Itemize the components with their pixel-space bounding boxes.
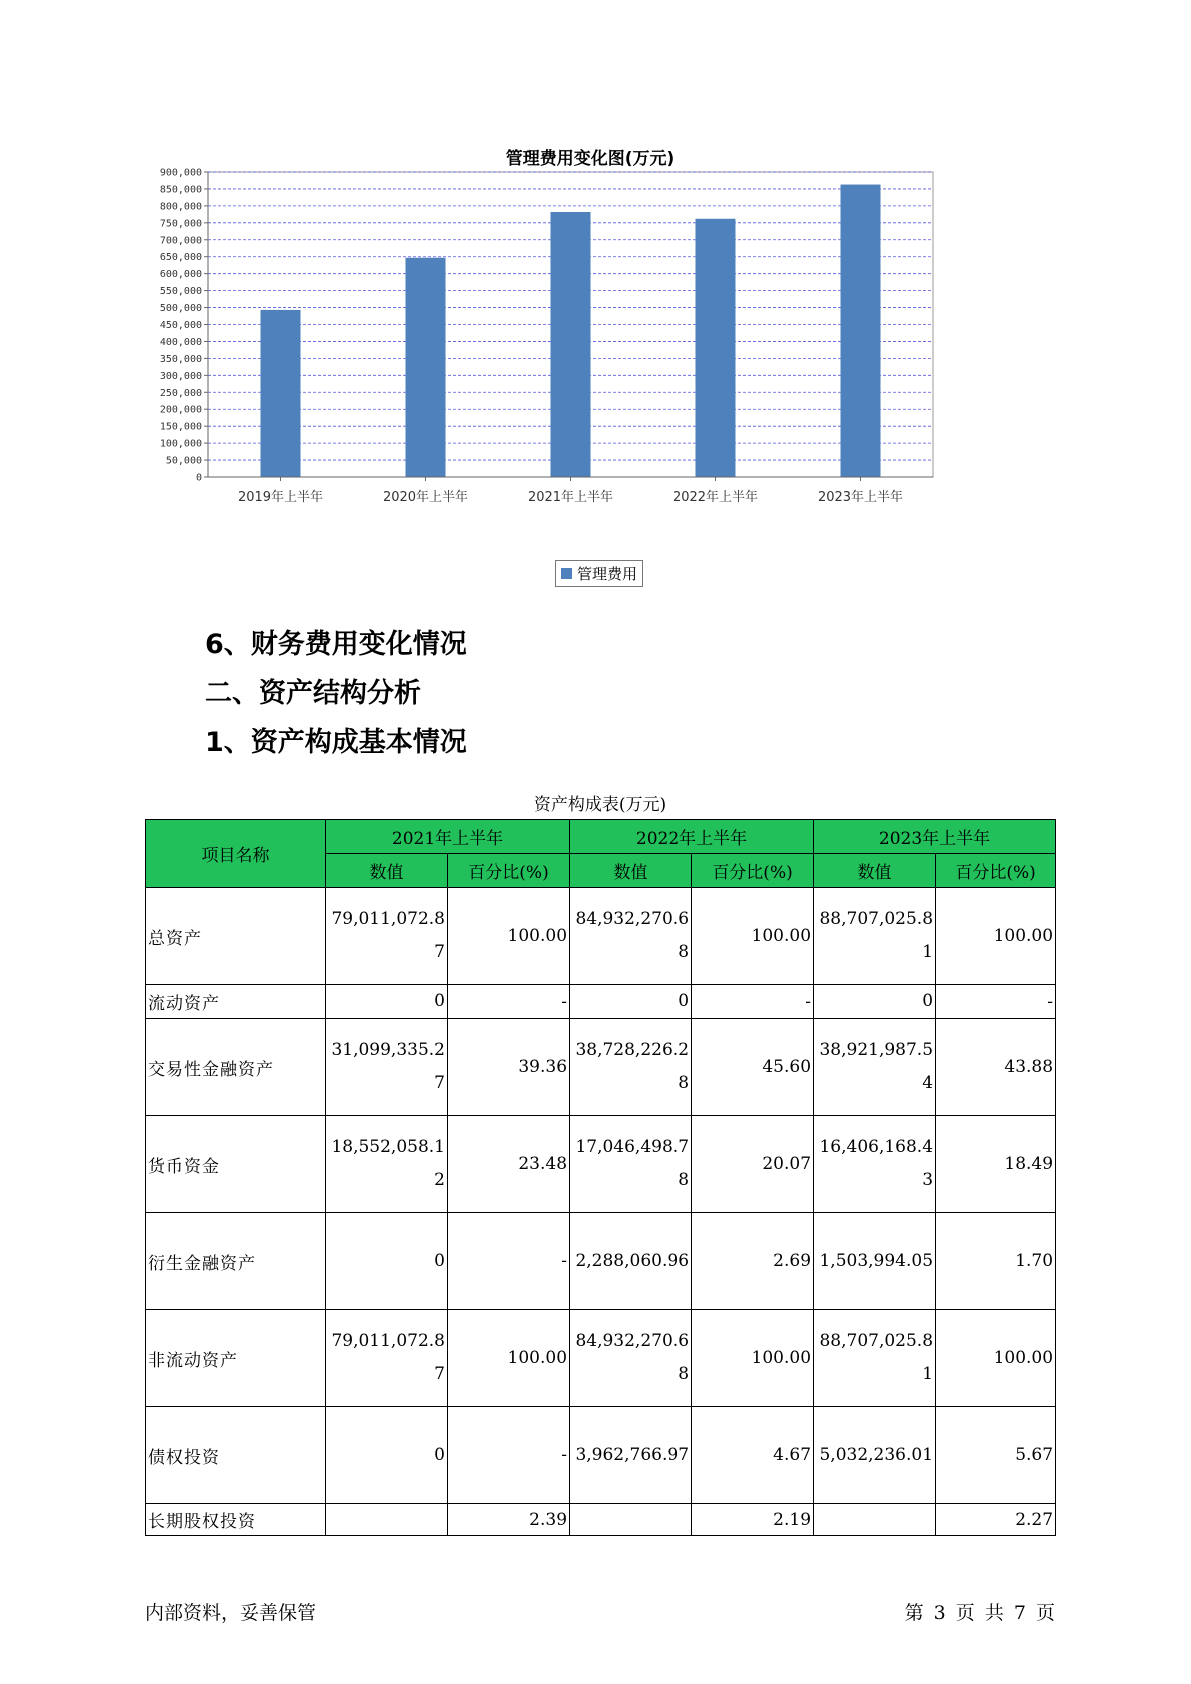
- percent-cell: 100.00: [448, 1310, 570, 1407]
- value-cell: 0: [326, 1407, 448, 1504]
- row-label: 货币资金: [146, 1116, 326, 1213]
- y-tick-label: 50,000: [165, 455, 202, 467]
- value-cell: 17,046,498.78: [570, 1116, 692, 1213]
- y-tick-label: 150,000: [159, 421, 202, 433]
- table-row: [146, 1310, 1056, 1407]
- value-cell: 3,962,766.97: [570, 1407, 692, 1504]
- percent-cell: 20.07: [692, 1116, 814, 1213]
- y-tick-label: 800,000: [159, 201, 202, 213]
- value-cell: 79,011,072.87: [326, 1310, 448, 1407]
- percent-cell: 43.88: [936, 1019, 1056, 1116]
- x-tick-label: 2021年上半年: [527, 490, 614, 505]
- y-tick-label: 100,000: [159, 438, 202, 450]
- value-cell: 84,932,270.68: [570, 888, 692, 985]
- percent-cell: 2.39: [448, 1504, 570, 1536]
- header-percent: 百分比(%): [936, 854, 1056, 888]
- y-tick-label: 250,000: [159, 387, 202, 399]
- value-cell: 0: [326, 1213, 448, 1310]
- value-cell: [570, 1504, 692, 1536]
- header-year: 2022年上半年: [570, 820, 814, 854]
- x-tick-label: 2019年上半年: [237, 490, 324, 505]
- header-value: 数值: [326, 854, 448, 888]
- row-label: 非流动资产: [146, 1310, 326, 1407]
- header-value: 数值: [570, 854, 692, 888]
- table-row: [146, 1116, 1056, 1213]
- row-label: 债权投资: [146, 1407, 326, 1504]
- header-item-name: 项目名称: [146, 820, 326, 888]
- x-tick-label: 2020年上半年: [382, 490, 469, 505]
- y-tick-label: 550,000: [159, 286, 202, 298]
- percent-cell: 23.48: [448, 1116, 570, 1213]
- legend-swatch: [561, 568, 572, 579]
- y-tick-label: 600,000: [159, 269, 202, 281]
- x-tick-label: 2022年上半年: [672, 490, 759, 505]
- value-cell: [814, 1504, 936, 1536]
- percent-cell: -: [448, 985, 570, 1019]
- percent-cell: 100.00: [448, 888, 570, 985]
- value-cell: 79,011,072.87: [326, 888, 448, 985]
- value-cell: 5,032,236.01: [814, 1407, 936, 1504]
- value-cell: 88,707,025.81: [814, 888, 936, 985]
- heading-finance-expense: 6、财务费用变化情况: [205, 629, 467, 660]
- percent-cell: 1.70: [936, 1213, 1056, 1310]
- row-label: 长期股权投资: [146, 1504, 326, 1536]
- heading-asset-structure: 二、资产结构分析: [205, 678, 421, 709]
- table-row: [146, 985, 1056, 1019]
- percent-cell: 100.00: [936, 888, 1056, 985]
- y-tick-label: 400,000: [159, 336, 202, 348]
- header-year: 2021年上半年: [326, 820, 570, 854]
- percent-cell: -: [692, 985, 814, 1019]
- percent-cell: 2.69: [692, 1213, 814, 1310]
- y-tick-label: 300,000: [159, 370, 202, 382]
- value-cell: 31,099,335.27: [326, 1019, 448, 1116]
- header-percent: 百分比(%): [448, 854, 570, 888]
- y-tick-label: 850,000: [159, 184, 202, 196]
- row-label: 总资产: [146, 888, 326, 985]
- value-cell: 84,932,270.68: [570, 1310, 692, 1407]
- percent-cell: 39.36: [448, 1019, 570, 1116]
- value-cell: 0: [326, 985, 448, 1019]
- footer-confidential: 内部资料，妥善保管: [145, 1602, 317, 1624]
- bar: [696, 219, 736, 477]
- value-cell: [326, 1504, 448, 1536]
- y-tick-label: 500,000: [159, 303, 202, 315]
- bar: [841, 185, 881, 477]
- value-cell: 18,552,058.12: [326, 1116, 448, 1213]
- percent-cell: -: [448, 1407, 570, 1504]
- heading-asset-composition: 1、资产构成基本情况: [205, 727, 467, 758]
- header-value: 数值: [814, 854, 936, 888]
- table-row: [146, 1213, 1056, 1310]
- y-tick-label: 750,000: [159, 218, 202, 230]
- value-cell: 38,728,226.28: [570, 1019, 692, 1116]
- y-tick-label: 0: [195, 472, 202, 484]
- percent-cell: 5.67: [936, 1407, 1056, 1504]
- table-row: [146, 1504, 1056, 1536]
- y-tick-label: 650,000: [159, 252, 202, 264]
- row-label: 流动资产: [146, 985, 326, 1019]
- chart-svg: [140, 130, 1040, 600]
- percent-cell: -: [936, 985, 1056, 1019]
- percent-cell: 100.00: [692, 1310, 814, 1407]
- table-row: [146, 888, 1056, 985]
- footer-page-number: 第 3 页 共 7 页: [904, 1602, 1055, 1624]
- value-cell: 1,503,994.05: [814, 1213, 936, 1310]
- percent-cell: 100.00: [936, 1310, 1056, 1407]
- table-caption: 资产构成表(万元): [533, 795, 667, 815]
- value-cell: 16,406,168.43: [814, 1116, 936, 1213]
- header-year: 2023年上半年: [814, 820, 1056, 854]
- value-cell: 2,288,060.96: [570, 1213, 692, 1310]
- percent-cell: 45.60: [692, 1019, 814, 1116]
- chart-legend: [555, 560, 643, 587]
- value-cell: 0: [814, 985, 936, 1019]
- bar: [406, 258, 446, 477]
- bar: [261, 310, 301, 477]
- value-cell: 0: [570, 985, 692, 1019]
- chart-title: 管理费用变化图(万元): [505, 149, 675, 169]
- percent-cell: -: [448, 1213, 570, 1310]
- row-label: 衍生金融资产: [146, 1213, 326, 1310]
- percent-cell: 100.00: [692, 888, 814, 985]
- percent-cell: 18.49: [936, 1116, 1056, 1213]
- y-tick-label: 450,000: [159, 320, 202, 331]
- asset-table: [145, 819, 1056, 1536]
- table-row: [146, 1407, 1056, 1504]
- header-percent: 百分比(%): [692, 854, 814, 888]
- legend-label: 管理费用: [577, 565, 638, 583]
- y-tick-label: 350,000: [159, 353, 202, 365]
- x-tick-label: 2023年上半年: [817, 490, 904, 505]
- value-cell: 38,921,987.54: [814, 1019, 936, 1116]
- y-tick-label: 700,000: [159, 235, 202, 247]
- percent-cell: 2.27: [936, 1504, 1056, 1536]
- y-tick-label: 200,000: [159, 404, 202, 416]
- percent-cell: 4.67: [692, 1407, 814, 1504]
- row-label: 交易性金融资产: [146, 1019, 326, 1116]
- y-tick-label: 900,000: [159, 167, 202, 179]
- bar: [551, 212, 591, 477]
- expense-chart: [140, 130, 1040, 600]
- table-row: [146, 1019, 1056, 1116]
- percent-cell: 2.19: [692, 1504, 814, 1536]
- value-cell: 88,707,025.81: [814, 1310, 936, 1407]
